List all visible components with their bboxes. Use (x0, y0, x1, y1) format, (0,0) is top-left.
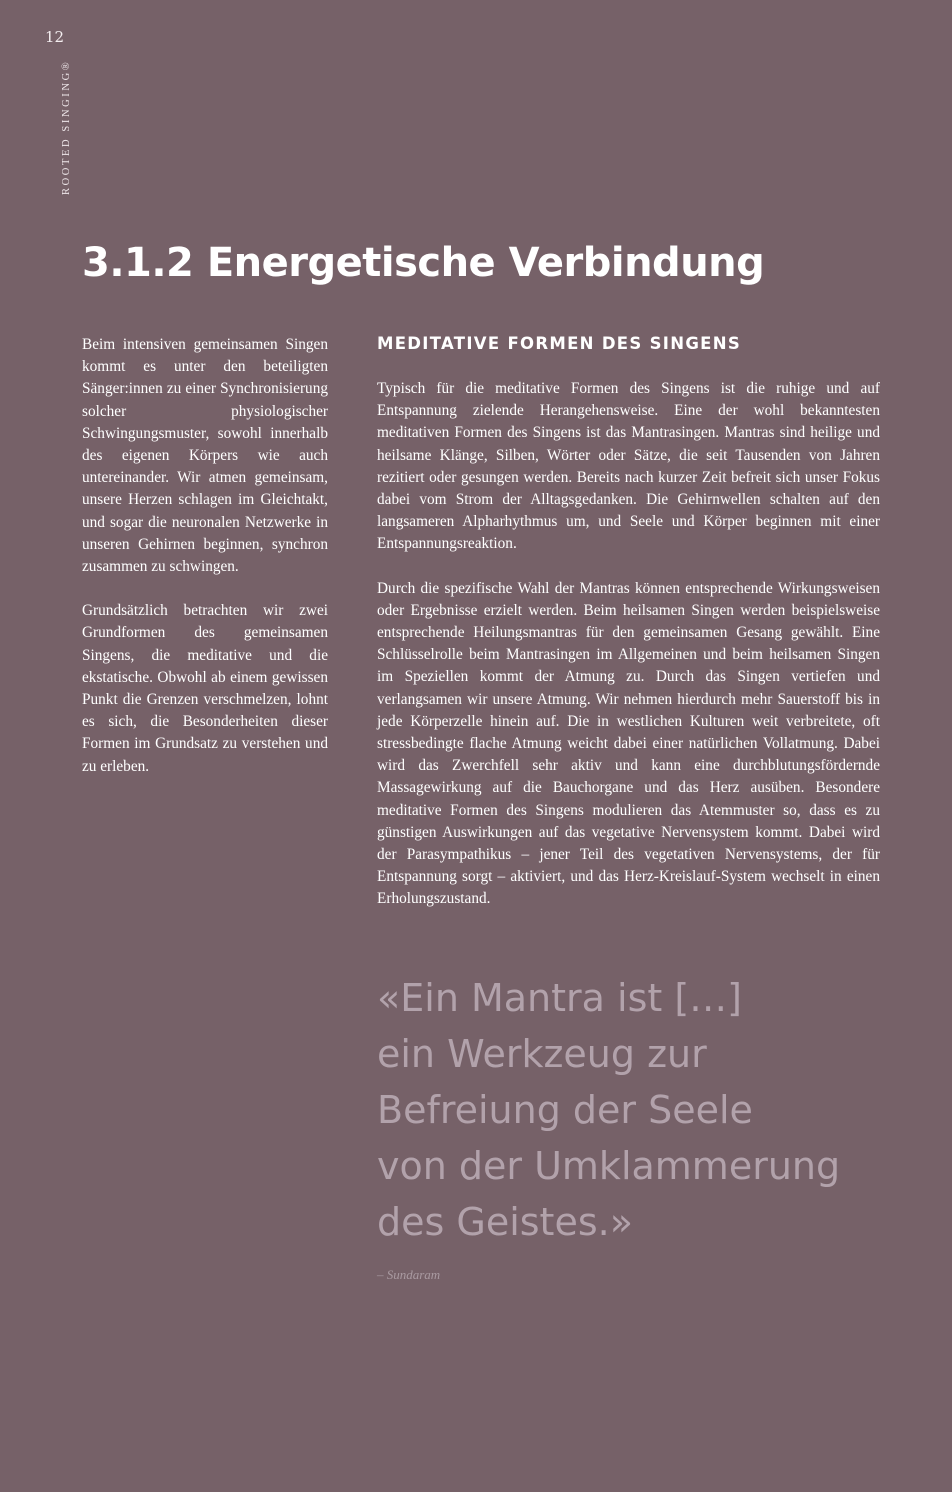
right-paragraph-1: Typisch für die meditative Formen des Singens ist die ruhige und auf Entspannung zielende Herangehensweise. Eine der wohl bekanntesten meditativen Formen des Singens ist das Mantrasingen. Mantras sind heilige und heilsame Klänge, Silben, Wörter oder Sätze, die seit Tausenden von Jahren rezitiert oder gesungen werden. Bereits nach kurzer Zeit befreit sich unser Fokus dabei vom Strom der Alltagsgedanken. Die Gehirnwellen schalten auf den langsameren Alpharhythmus um, und Seele und Körper beginnen mit einer Entspannungsreaktion. (377, 380, 880, 553)
running-head: ROOTED SINGING® (61, 59, 72, 195)
quote-author: – Sundaram (377, 1267, 441, 1282)
right-column (377, 378, 880, 911)
left-column (82, 334, 328, 778)
pull-quote: «Ein Mantra ist […] ein Werkzeug zur Befreiung der Seele von der Umklammerung des Geistes.» (377, 976, 841, 1244)
right-paragraph-2: Durch die spezifische Wahl der Mantras können entsprechende Wirkungsweisen oder Ergebnisse erzielt werden. Beim heilsamen Singen werden beispielsweise entsprechende Heilungsmantras für den gemeinsamen Gesang gewählt. Eine Schlüsselrolle beim Mantrasingen im Allgemeinen und beim heilsamen Singen im Speziellen kommt der Atmung zu. Durch das Singen vertiefen und verlangsamen wir unsere Atmung. Wir nehmen hierdurch mehr Sauerstoff bis in jede Körperzelle hinein auf. Die in westlichen Kulturen weit verbreitete, oft stressbedingte flache Atmung weicht dabei einer natürlichen Vollatmung. Dabei wird das Zwerchfell sehr aktiv und kann eine durchblutungsfördernde Massagewirkung auf die Bauchorgane und das Herz ausüben. Besondere meditative Formen des Singens modulieren das Atemmuster so, dass es zu günstigen Auswirkungen auf das vegetative Nervensystem kommt. Dabei wird der Parasympathikus – jener Teil des vegetativen Nervensystems, der für Entspannung sorgt – aktiviert, und das Herz-Kreislauf-System wechselt in einen Erholungszustand. (377, 579, 880, 908)
left-paragraph-2: Grundsätzlich betrachten wir zwei Grundformen des gemeinsamen Singens, die meditative und die ekstatische. Obwohl ab einem gewissen Punkt die Grenzen verschmelzen, lohnt es sich, die Besonderheiten dieser Formen im Grundsatz zu verstehen und zu erleben. (82, 602, 328, 775)
left-paragraph-1: Beim intensiven gemeinsamen Singen kommt es unter den beteiligten Sänger:innen zu einer Synchronisierung solcher physiologischer Schwingungsmuster, sowohl innerhalb des eigenen Körpers wie auch untereinander. Wir atmen gemeinsam, unsere Herzen schlagen im Gleichtakt, und sogar die neuronalen Netzwerke in unseren Gehirnen beginnen, synchron zusammen zu schwingen. (82, 336, 328, 576)
section-subheading: MEDITATIVE FORMEN DES SINGENS (377, 334, 742, 353)
page-number: 12 (45, 28, 65, 46)
chapter-title: 3.1.2 Energetische Verbindung (82, 240, 765, 286)
